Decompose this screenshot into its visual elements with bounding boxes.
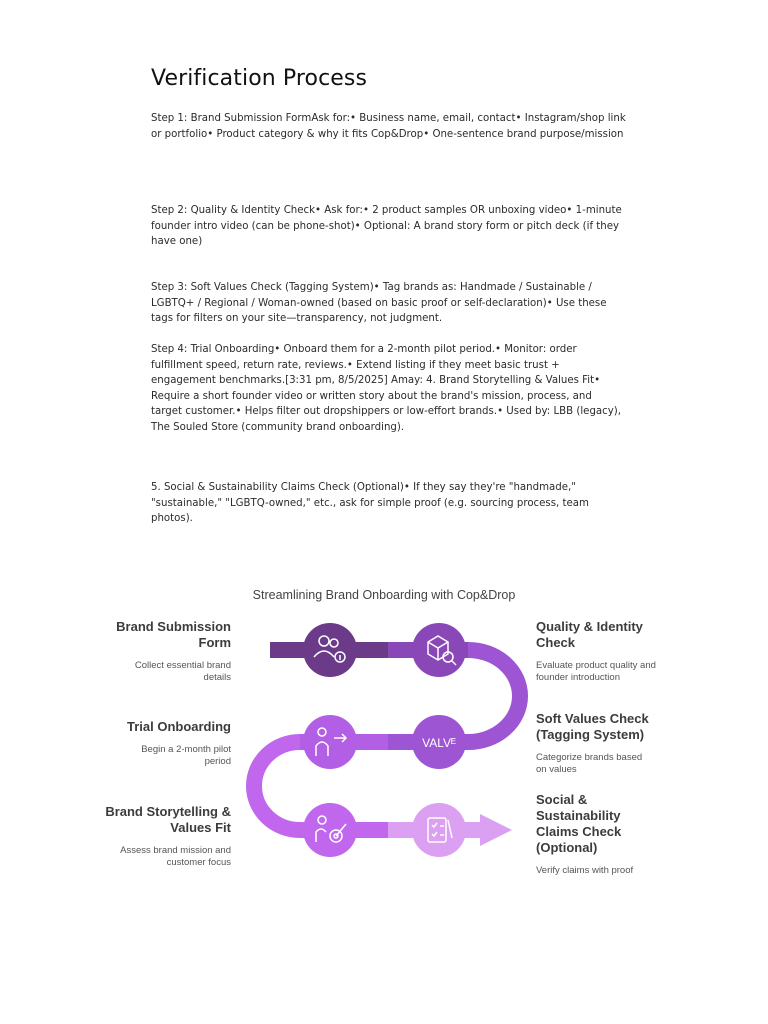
values-tag-icon: VALVᴱ: [422, 736, 456, 750]
stage-5-circle: [303, 803, 357, 857]
stage-label-quality-identity: [536, 619, 658, 683]
stage-heading: Brand Storytelling & Values Fit: [105, 804, 231, 835]
flow-arrowhead: [480, 814, 512, 846]
flow-curve-left: [254, 742, 300, 830]
step-2-text: Step 2: Quality & Identity Check• Ask for:• 2 product samples OR unboxing video• 1-minute founder intro video (can be phone-shot)• Optional: A brand story form or pitch deck (if they have one): [151, 205, 622, 248]
infographic-title: Streamlining Brand Onboarding with Cop&Drop: [252, 588, 516, 602]
stage-label-claims-check: [536, 792, 646, 877]
stage-label-soft-values: [536, 711, 660, 775]
step-4-text: Step 4: Trial Onboarding• Onboard them for a 2-month pilot period.• Monitor: order fulfillment speed, return rate, reviews.• Extend listing if they meet basic trust + engagement benchmarks.[3:31 pm, 8/5/2025] Amay: 4. Brand Storytelling & Values Fit• Require a short founder video or written story about the brand's mission, process, and target customer.• Helps filter out dropshippers or low-effort brands.• Used by: LBB (legacy), The Souled Store (community brand onboarding).: [151, 344, 621, 433]
stage-description: Collect essential brand details: [134, 660, 231, 683]
stage-label-trial-onboarding: [90, 719, 231, 767]
stage-4-circle: [303, 715, 357, 769]
stage-heading: Quality & Identity Check: [536, 619, 643, 650]
stage-label-storytelling: [90, 804, 231, 868]
stage-description: Assess brand mission and customer focus: [120, 845, 231, 868]
stage-description: Verify claims with proof: [536, 865, 634, 876]
stage-1-circle: [303, 623, 357, 677]
stage-description: Categorize brands based on values: [536, 752, 643, 775]
stage-label-brand-submission: [90, 619, 231, 683]
stage-2-circle: [412, 623, 466, 677]
stage-heading: Social & Sustainability Claims Check (Optional): [536, 792, 622, 855]
stage-6-circle: [412, 803, 466, 857]
stage-description: Begin a 2-month pilot period: [141, 744, 231, 767]
stage-heading: Trial Onboarding: [126, 719, 231, 734]
stage-description: Evaluate product quality and founder introduction: [536, 660, 656, 683]
step-5-text: 5. Social & Sustainability Claims Check (Optional)• If they say they're "handmade," "sustainable," "LGBTQ-owned," etc., ask for simple proof (e.g. sourcing process, team photos).: [151, 482, 589, 525]
stage-heading: Brand Submission Form: [116, 619, 231, 650]
step-3-text: Step 3: Soft Values Check (Tagging System)• Tag brands as: Handmade / Sustainable / LGBTQ+ / Regional / Woman-owned (based on basic proof or self-declaration)• Use these tags for filters on your site—transparency, not judgment.: [151, 282, 607, 325]
stage-heading: Soft Values Check (Tagging System): [536, 711, 649, 742]
flow-curve-right: [468, 650, 520, 742]
document-title: Verification Process: [151, 66, 368, 91]
step-1-text: Step 1: Brand Submission FormAsk for:• Business name, email, contact• Instagram/shop link or portfolio• Product category & why it fits Cop&Drop• One-sentence brand purpose/mission: [151, 113, 626, 140]
